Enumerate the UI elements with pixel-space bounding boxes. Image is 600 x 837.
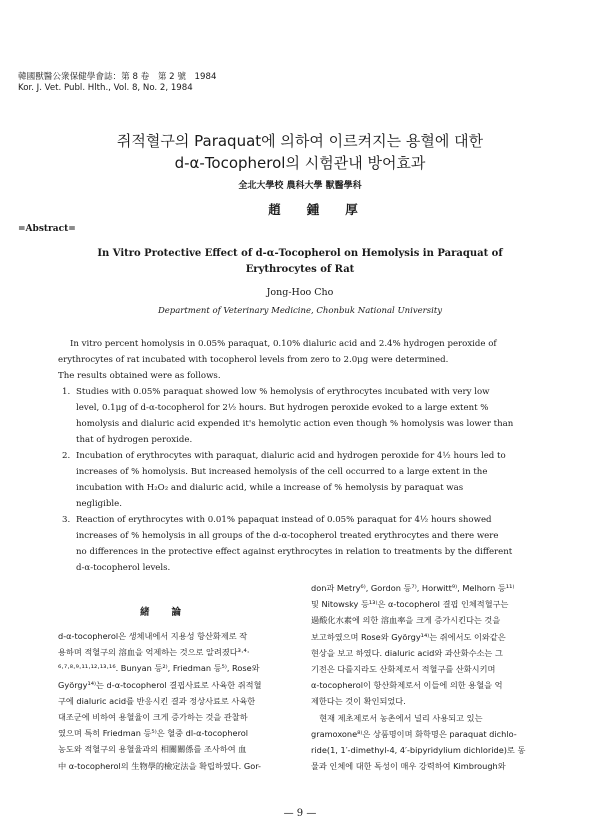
author-english: Jong-Hoo Cho: [266, 287, 334, 298]
left-column-line: 대조군에 비하여 용혈율이 크게 증가하는 것을 관찰하: [58, 712, 248, 723]
author-korean: 趙鍾厚: [268, 202, 384, 217]
left-column-line: d-α-tocopherol은 생체내에서 지용성 항산화제로 작: [58, 631, 248, 641]
results-intro: The results obtained were as follows.: [58, 371, 221, 381]
right-column-line: 보고하였으며 Rose와 György¹⁴⁾는 쥐에서도 이와같은: [311, 631, 506, 642]
right-column-line: 현상을 보고 하였다. dialuric acid와 과산화수소는 그: [311, 647, 503, 658]
right-column-line: 過酸化水素에 의한 溶血率을 크게 증가시킨다는 것을: [311, 615, 501, 626]
left-column-line: 中 α-tocopherol의 生物學的檢定法을 확립하였다. Gor-: [58, 760, 262, 771]
left-column-line: 용하며 적혈구의 溶血을 억제하는 것으로 알려졌다³·⁴·: [58, 647, 250, 658]
left-column: [58, 628, 298, 774]
result-item-number: 2.: [62, 451, 71, 461]
affiliation-korean: 全北大學校 農科大學 獸醫學科: [238, 181, 362, 191]
right-column-line: α-tocopherol이 항산화제로서 이들에 의한 용혈을 억: [311, 680, 503, 691]
result-item-line: negligible.: [76, 499, 122, 509]
left-column-line: György¹⁴⁾는 d-α-tocopherol 결핍사료로 사육한 쥐적혈: [58, 679, 262, 690]
right-column-line: 제한다는 것이 확인되었다.: [311, 696, 406, 707]
result-item-line: increases of % hemolysis in all groups of the d-α-tocopherol treated erythrocytes and there were: [76, 531, 499, 541]
result-item-line: incubation with H₂O₂ and dialuric acid, while a increase of % hemolysis by paraquat was: [76, 483, 464, 493]
journal-header-english: Kor. J. Vet. Publ. Hlth., Vol. 8, No. 2, 1984: [18, 83, 193, 93]
result-item-number: 1.: [62, 387, 71, 397]
journal-header-korean: 韓國獸醫公衆保健學會誌：第 8 卷 第 2 號 1984: [18, 72, 217, 82]
abstract-label: =Abstract=: [18, 224, 76, 234]
title-korean-line2: d-α-Tocopherol의 시험관내 방어효과: [174, 154, 426, 172]
left-column-line: ⁶·⁷·⁸·⁹·¹¹·¹²·¹³·¹⁶. Bunyan 등²⁾, Friedman 등⁵⁾, Rose와: [58, 663, 260, 674]
result-item-line: Incubation of erythrocytes with paraquat, dialuric acid and hydrogen peroxide for 4½ hours led to: [76, 451, 506, 461]
result-item-line: level, 0.1μg of d-α-tocopherol for 2½ hours. But hydrogen peroxide evoked to a large extent %: [76, 403, 489, 413]
page-number: — 9 —: [283, 808, 317, 819]
english-title-line1: In Vitro Protective Effect of d-α-Tocopherol on Hemolysis in Paraquat of: [97, 248, 503, 259]
right-column-line: gramoxone⁸⁾은 상품명이며 화학명은 paraquat dichlo-: [311, 728, 517, 739]
left-column-line: 였으며 특히 Friedman 등⁵⁾은 혈중 dl-α-tocopherol: [58, 728, 249, 739]
result-item-line: increases of % homolysis. But increased hemolysis of the cell occurred to a large extent in the: [76, 467, 488, 477]
left-column-line: 농도와 적혈구의 용혈율과의 相關關係를 조사하여 血: [58, 744, 247, 755]
right-column-line: don과 Metry⁶⁾, Gordon 등⁷⁾, Horwitt⁹⁾, Melhorn 등¹¹⁾: [311, 583, 515, 593]
right-column-line: 물과 인체에 대한 독성이 매우 강력하여 Kimbrough와: [311, 761, 506, 772]
abstract-intro-line1: In vitro percent homolysis in 0.05% paraquat, 0.10% dialuric acid and 2.4% hydrogen peroxide of: [70, 339, 497, 349]
result-item-line: d-α-tocopherol levels.: [76, 563, 171, 573]
result-item-line: Reaction of erythrocytes with 0.01% papaquat instead of 0.05% paraquat for 4½ hours showed: [76, 515, 492, 525]
right-column-line: ride(1, 1′-dimethyl-4, 4′-bipyridylium dichloride)로 동: [311, 745, 526, 756]
result-item-line: no differences in the protective effect against erythrocytes in relation to treatments by the different: [76, 547, 513, 557]
result-item-line: Studies with 0.05% paraquat showed low % hemolysis of erythrocytes incubated with very low: [76, 387, 490, 397]
title-korean-line1: 쥐적혈구의 Paraquat에 의하여 이르켜지는 용혈에 대한: [116, 132, 484, 150]
result-item-number: 3.: [62, 515, 71, 525]
department: Department of Veterinary Medicine, Chonbuk National University: [157, 306, 443, 316]
result-item-line: that of hydrogen peroxide.: [76, 435, 193, 445]
right-column: [311, 580, 551, 774]
result-item-line: homolysis and dialuric acid expended it's hemolytic action even though % homolysis was lower than: [76, 419, 514, 429]
left-column-line: 구에 dialuric acid를 반응시킨 결과 정상사료로 사육한: [58, 695, 256, 706]
right-column-line: 및 Nitowsky 등¹³⁾은 α-tocopherol 결핍 인체적혈구는: [311, 599, 509, 610]
right-column-line: 기전은 다를지라도 산화제로서 적혈구를 산화시키며: [311, 664, 496, 675]
right-column-line: 현재 제초제로서 농촌에서 널리 사용되고 있는: [311, 712, 483, 723]
english-title-line2: Erythrocytes of Rat: [245, 264, 355, 275]
section-heading: 緒論: [140, 607, 204, 618]
abstract-intro-line2: erythrocytes of rat incubated with tocopherol levels from zero to 2.0μg were determined.: [58, 355, 449, 365]
